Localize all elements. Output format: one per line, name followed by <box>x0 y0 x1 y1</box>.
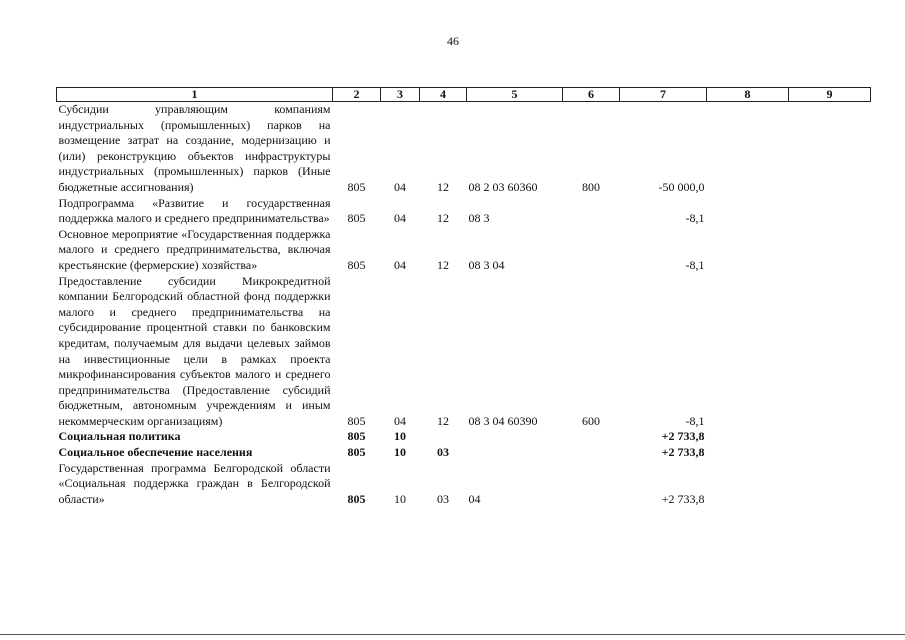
column-9-cell <box>789 102 871 196</box>
table-row <box>57 196 871 227</box>
expense-type-cell <box>563 445 620 461</box>
amount-cell: -8,1 <box>685 413 705 428</box>
expense-type-cell: 600 <box>582 413 600 428</box>
row-name-cell: Субсидии управляющим компаниям индустриальных (промышленных) парков на возмещение затрат на создание, модернизацию и (или) реконструкцию объектов инфраструктуры индустриальных (промышленных) парков (Иные бюджетные ассигнования) <box>58 102 331 194</box>
column-header: 7 <box>620 88 707 102</box>
column-9-cell <box>789 429 871 445</box>
target-article-cell <box>467 445 563 461</box>
expense-type-cell <box>563 429 620 445</box>
table-row <box>57 461 871 508</box>
code-cell: 805 <box>347 211 366 226</box>
expense-type-cell <box>563 461 620 508</box>
table-row <box>57 102 871 196</box>
bottom-rule <box>0 634 905 635</box>
column-header: 9 <box>789 88 871 102</box>
budget-table <box>56 87 871 507</box>
section-cell: 04 <box>394 179 406 194</box>
column-8-cell <box>707 461 789 508</box>
table-row <box>57 227 871 274</box>
column-9-cell <box>789 274 871 430</box>
amount-cell: +2 733,8 <box>661 491 705 506</box>
column-header: 8 <box>707 88 789 102</box>
column-header: 6 <box>563 88 620 102</box>
column-9-cell <box>789 461 871 508</box>
code-cell: 805 <box>347 429 366 444</box>
expense-type-cell <box>563 227 620 274</box>
expense-type-cell: 800 <box>582 179 600 194</box>
amount-cell: +2 733,8 <box>661 445 705 460</box>
code-cell: 805 <box>347 179 366 194</box>
column-header: 3 <box>381 88 420 102</box>
target-article-cell: 08 3 04 <box>468 257 505 272</box>
subsection-cell <box>420 429 467 445</box>
section-cell: 04 <box>394 413 406 428</box>
column-header: 2 <box>333 88 381 102</box>
table-header-row <box>57 88 871 102</box>
column-8-cell <box>707 445 789 461</box>
subsection-cell: 12 <box>437 257 449 272</box>
row-name-cell: Предоставление субсидии Микрокредитной компании Белгородский областной фонд поддержки малого и среднего предпринимательства на субсидирование процентной ставки по банковским кредитам, получаемым для выдачи целевых займов на инвестиционные цели в рамках проекта микрофинансирования субъектов малого и среднего предпринимательства (Предоставление субсидий бюджетным, автономным учреждениям и иным некоммерческим организациям) <box>58 273 331 428</box>
section-cell: 10 <box>394 491 406 506</box>
row-name-cell: Социальная политика <box>58 429 181 444</box>
amount-cell: -50 000,0 <box>658 179 705 194</box>
column-header: 5 <box>467 88 563 102</box>
table-row <box>57 445 871 461</box>
target-article-cell: 04 <box>468 491 481 506</box>
page-number: 46 <box>447 34 459 48</box>
column-9-cell <box>789 196 871 227</box>
column-8-cell <box>707 227 789 274</box>
subsection-cell: 12 <box>437 413 449 428</box>
row-name-cell: Подпрограмма «Развитие и государственная поддержка малого и среднего предпринимательства» <box>58 195 331 226</box>
section-cell: 04 <box>394 211 406 226</box>
row-name-cell: Государственная программа Белгородской области «Социальная поддержка граждан в Белгородской области» <box>58 460 331 506</box>
table-row <box>57 274 871 430</box>
column-8-cell <box>707 102 789 196</box>
section-cell: 10 <box>394 445 406 460</box>
row-name-cell: Социальное обеспечение населения <box>58 445 253 460</box>
amount-cell: -8,1 <box>685 257 705 272</box>
amount-cell: +2 733,8 <box>661 429 705 444</box>
amount-cell: -8,1 <box>685 211 705 226</box>
target-article-cell: 08 3 <box>468 211 490 226</box>
column-9-cell <box>789 227 871 274</box>
subsection-cell: 03 <box>437 445 449 460</box>
section-cell: 04 <box>394 257 406 272</box>
expense-type-cell <box>563 196 620 227</box>
subsection-cell: 03 <box>437 491 449 506</box>
target-article-cell: 08 2 03 60360 <box>468 179 538 194</box>
column-8-cell <box>707 429 789 445</box>
row-name-cell: Основное мероприятие «Государственная поддержка малого и среднего предпринимательства, включая крестьянские (фермерские) хозяйства» <box>58 226 331 272</box>
subsection-cell: 12 <box>437 211 449 226</box>
code-cell: 805 <box>347 491 366 506</box>
table-body <box>57 102 871 508</box>
column-8-cell <box>707 274 789 430</box>
column-9-cell <box>789 445 871 461</box>
code-cell: 805 <box>347 445 366 460</box>
column-header: 4 <box>420 88 467 102</box>
subsection-cell: 12 <box>437 179 449 194</box>
column-8-cell <box>707 196 789 227</box>
target-article-cell: 08 3 04 60390 <box>468 413 538 428</box>
column-header: 1 <box>57 88 333 102</box>
section-cell: 10 <box>394 429 406 444</box>
table-row <box>57 429 871 445</box>
target-article-cell <box>467 429 563 445</box>
code-cell: 805 <box>347 413 366 428</box>
code-cell: 805 <box>347 257 366 272</box>
